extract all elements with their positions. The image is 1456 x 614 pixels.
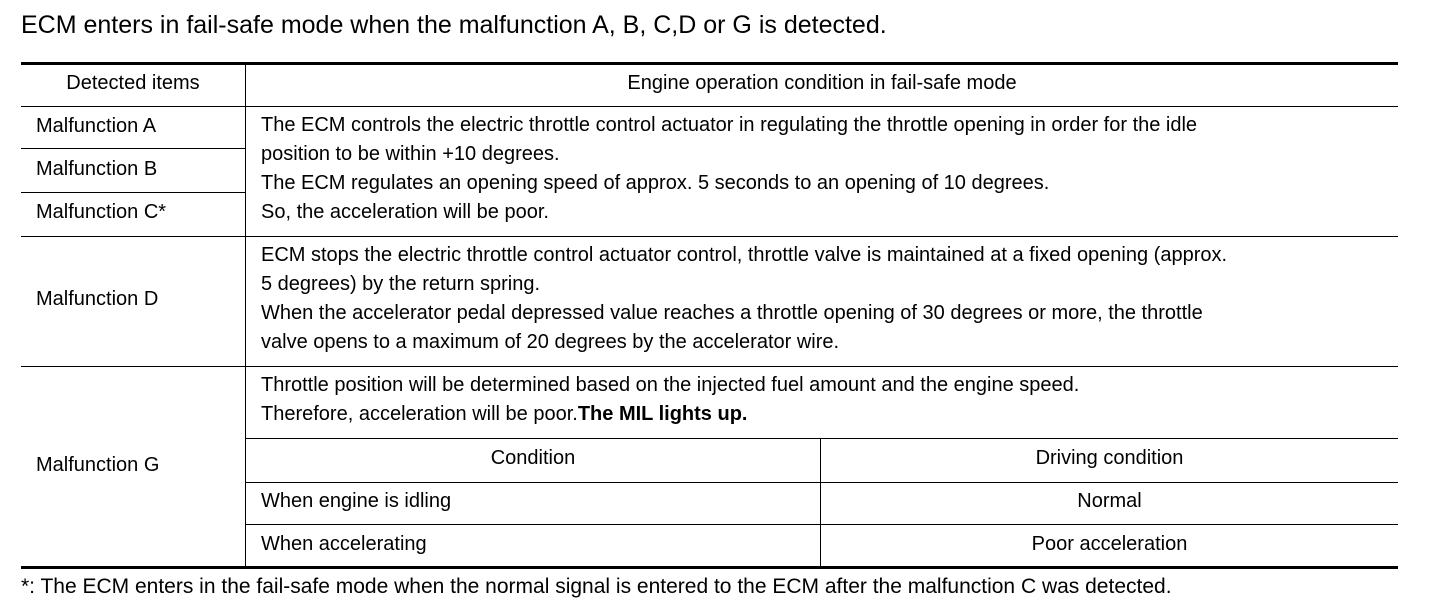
column-divider [245, 64, 246, 567]
mil-warning-text: The MIL lights up. [577, 403, 748, 425]
condition-abc [261, 111, 1197, 227]
subtable-row-divider [245, 524, 1398, 525]
condition-abc-line: So, the acceleration will be poor. [261, 201, 549, 223]
item-malfunction-g: Malfunction G [36, 454, 160, 476]
condition-g [261, 371, 1079, 429]
header-divider [21, 106, 1398, 107]
condition-d [261, 241, 1227, 357]
row-a-b-divider [21, 148, 245, 149]
table-bottom-border [21, 566, 1398, 569]
subtable-header-condition: Condition [490, 447, 576, 469]
subtable-condition-cell: When engine is idling [261, 490, 452, 512]
page-heading: ECM enters in fail-safe mode when the malfunction A, B, C,D or G is detected. [21, 11, 887, 39]
condition-g-poor-text: Therefore, acceleration will be poor. [261, 403, 578, 425]
subtable-driving-cell: Normal [1077, 490, 1142, 512]
subtable-header-divider [245, 482, 1398, 483]
row-d-g-divider [21, 366, 1398, 367]
condition-d-line: 5 degrees) by the return spring. [261, 273, 541, 295]
subtable-top-border [245, 438, 1398, 439]
condition-g-line: Throttle position will be determined based on the injected fuel amount and the engine speed. [261, 374, 1080, 396]
item-malfunction-d: Malfunction D [36, 288, 159, 310]
row-abc-d-divider [21, 236, 1398, 237]
subtable-driving-cell: Poor acceleration [1031, 533, 1188, 555]
row-b-c-divider [21, 192, 245, 193]
condition-g-line [261, 400, 1079, 429]
condition-d-line: valve opens to a maximum of 20 degrees by the accelerator wire. [261, 331, 840, 353]
condition-d-line: ECM stops the electric throttle control actuator control, throttle valve is maintained at a fixed opening (approx. [261, 244, 1228, 266]
subtable-header-driving: Driving condition [1035, 447, 1184, 469]
item-malfunction-c: Malfunction C* [36, 201, 167, 223]
condition-abc-line: position to be within +10 degrees. [261, 143, 560, 165]
condition-abc-line: The ECM controls the electric throttle control actuator in regulating the throttle opening in order for the idle [261, 114, 1198, 136]
header-detected-items: Detected items [66, 72, 200, 94]
footnote: *: The ECM enters in the fail-safe mode when the normal signal is entered to the ECM after the malfunction C was detected. [21, 575, 1172, 598]
item-malfunction-a: Malfunction A [36, 115, 157, 137]
condition-d-line: When the accelerator pedal depressed value reaches a throttle opening of 30 degrees or more, the throttle [261, 302, 1203, 324]
header-engine-condition: Engine operation condition in fail-safe mode [627, 72, 1017, 94]
condition-abc-line: The ECM regulates an opening speed of approx. 5 seconds to an opening of 10 degrees. [261, 172, 1050, 194]
subtable-condition-cell: When accelerating [261, 533, 427, 555]
table-top-border [21, 62, 1398, 65]
item-malfunction-b: Malfunction B [36, 158, 158, 180]
